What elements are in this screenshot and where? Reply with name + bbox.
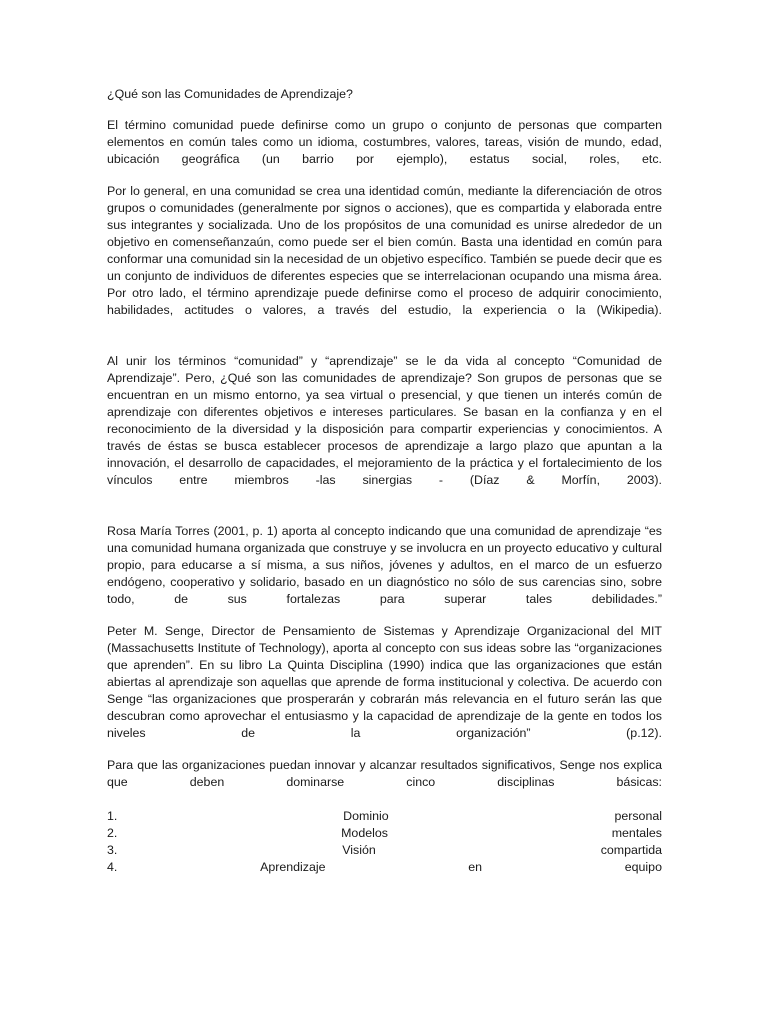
list-item-word: compartida xyxy=(600,843,662,857)
paragraph-peter-senge: Peter M. Senge, Director de Pensamiento de Sistemas y Aprendizaje Organizacional del MIT (Massachusetts Institute of Technology), aporta al concepto con sus ideas sobre las “organizaciones que aprenden”. En su libro La Quinta Disciplina (1990) indica que las organizaciones que están abiertas al aprendizaje son aquellas que aprende de forma institucional y colectiva. De acuerdo con Senge “las organizaciones que prosperarán y cobrarán más relevancia en el futuro serán las que descubran como aprovechar el entusiasmo y la capacidad de aprendizaje de la gente en todos los niveles de la organización” (p.12). xyxy=(107,624,662,740)
list-item-word: personal xyxy=(614,809,662,823)
list-item-word: mentales xyxy=(611,826,662,840)
list-item xyxy=(107,842,662,859)
list-item-word: Modelos xyxy=(341,826,388,840)
list-item-word: equipo xyxy=(624,860,662,874)
paragraph-definicion-comunidad: El término comunidad puede definirse como un grupo o conjunto de personas que comparten elementos en común tales como un idioma, costumbres, valores, tareas, visión de mundo, edad, ubicación geográfica (un barrio por ejemplo), estatus social, roles, etc. xyxy=(107,118,662,166)
paragraph-comunidad-aprendizaje: Al unir los términos “comunidad” y “aprendizaje” se le da vida al concepto “Comunidad de Aprendizaje”. Pero, ¿Qué son las comunidades de aprendizaje? Son grupos de personas que se encuentran en un mismo entorno, ya sea virtual o presencial, y que tienen un interés común de aprendizaje con diferentes objetivos e intereses particulares. Se basan en la confianza y en el reconocimiento de la diversidad y la disposición para compartir experiencias y conocimientos. A través de éstas se busca establecer procesos de aprendizaje a largo plazo que apuntan a la innovación, el desarrollo de capacidades, el mejoramiento de la práctica y el fortalecimiento de los vínculos entre miembros -las sinergias - (Díaz & Morfín, 2003). xyxy=(107,354,662,487)
list-item-word: Aprendizaje xyxy=(260,860,326,874)
list-item-number: 2. xyxy=(107,826,118,840)
list-item-word: Visión xyxy=(342,843,376,857)
paragraph-rosa-maria-torres: Rosa María Torres (2001, p. 1) aporta al concepto indicando que una comunidad de aprendizaje “es una comunidad humana organizada que construye y se involucra en un proyecto educativo y cultural propio, para educarse a sí misma, a sus niños, jóvenes y adultos, en el marco de un esfuerzo endógeno, cooperativo y solidario, basado en un diagnóstico no sólo de sus carencias sino, sobre todo, de sus fortalezas para superar tales debilidades.” xyxy=(107,524,662,606)
list-item-number: 3. xyxy=(107,843,118,857)
list-item xyxy=(107,859,662,876)
list-item-number: 1. xyxy=(107,809,118,823)
list-item-word: Dominio xyxy=(343,809,389,823)
document-page xyxy=(107,86,662,876)
list-item-number: 4. xyxy=(107,860,118,874)
list-item xyxy=(107,825,662,842)
paragraph-disciplinas-intro: Para que las organizaciones puedan innovar y alcanzar resultados significativos, Senge nos explica que deben dominarse cinco disciplinas básicas: xyxy=(107,758,662,789)
list-item xyxy=(107,808,662,825)
document-title: ¿Qué son las Comunidades de Aprendizaje? xyxy=(107,87,353,101)
disciplines-list xyxy=(107,808,662,876)
list-item-word: en xyxy=(468,860,483,874)
paragraph-identidad-comun: Por lo general, en una comunidad se crea una identidad común, mediante la diferenciación de otros grupos o comunidades (generalmente por signos o acciones), que es compartida y elaborada entre sus integrantes y socializada. Uno de los propósitos de una comunidad es unirse alrededor de un objetivo en comenseñanzaún, como puede ser el bien común. Basta una identidad en común para conformar una comunidad sin la necesidad de un objetivo específico. También se puede decir que es un conjunto de individuos de diferentes especies que se interrelacionan ocupando una misma área. Por otro lado, el término aprendizaje puede definirse como el proceso de adquirir conocimiento, habilidades, actitudes o valores, a través del estudio, la experiencia o la (Wikipedia). xyxy=(107,184,662,317)
